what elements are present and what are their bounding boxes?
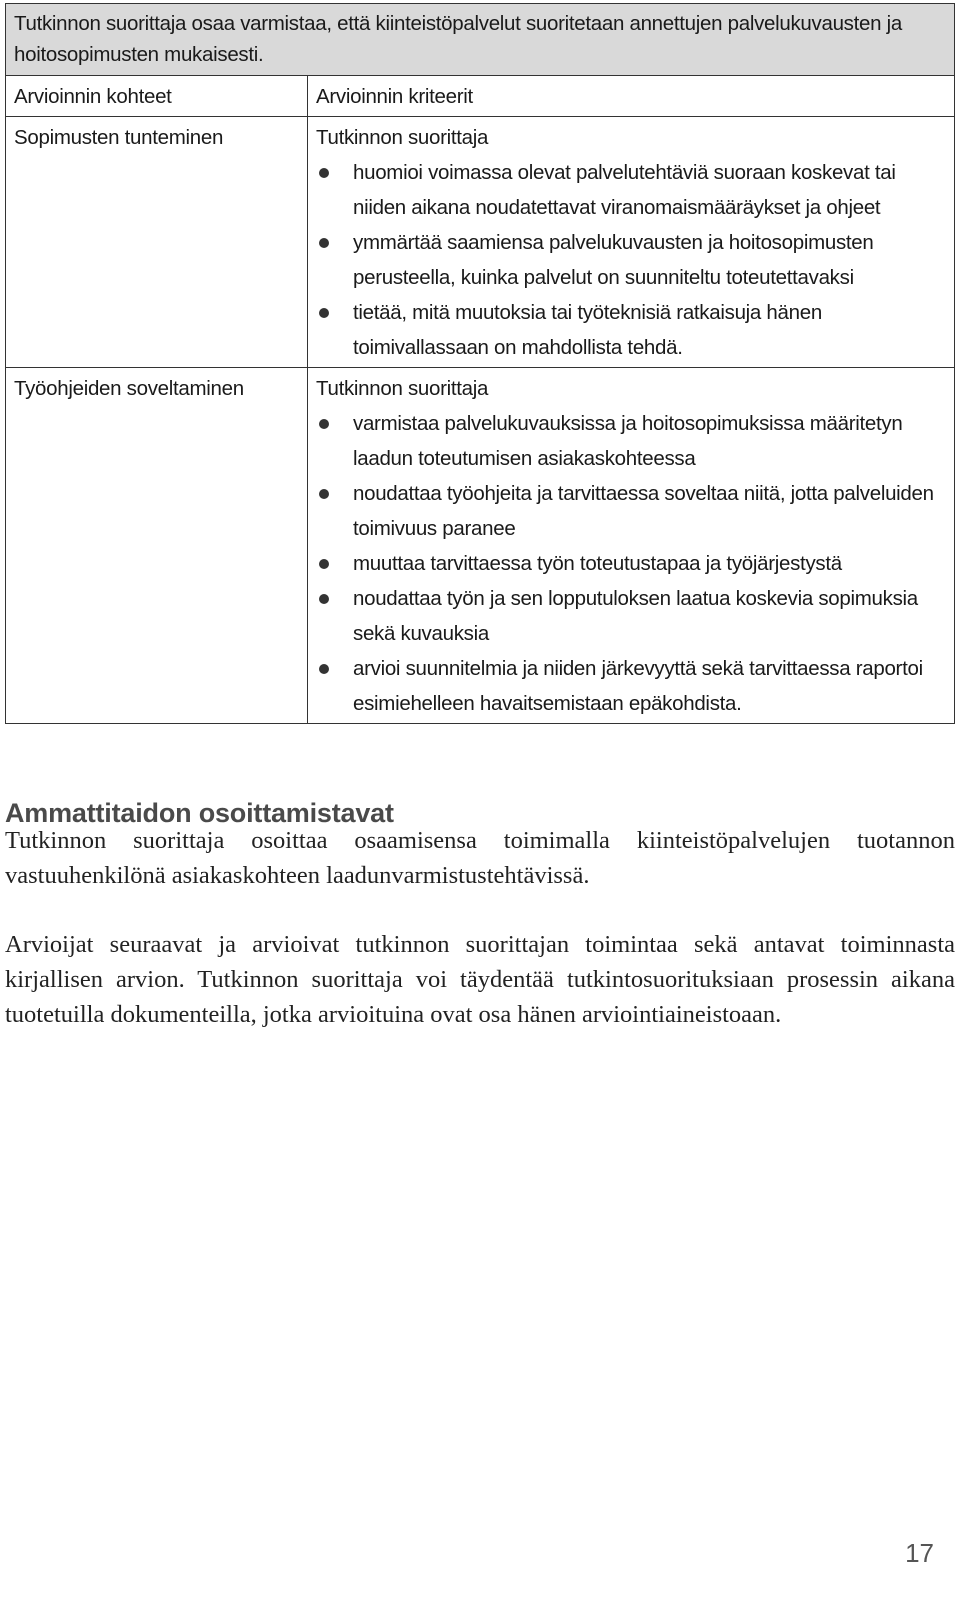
criteria-cell [308, 368, 954, 723]
list-item: noudattaa työn ja sen lopputuloksen laatua koskevia sopimuksia sekä kuvauksia [316, 581, 946, 651]
assessment-target: Työohjeiden soveltaminen [6, 368, 308, 723]
criteria-list [316, 406, 946, 721]
assessment-target: Sopimusten tunteminen [6, 117, 308, 367]
list-item: huomioi voimassa olevat palvelutehtäviä suoraan koskevat tai niiden aikana noudatettavat viranomaismääräykset ja ohjeet [316, 155, 946, 225]
section-heading: Ammattitaidon osoittamistavat [5, 798, 394, 828]
body-paragraph: Arvioijat seuraavat ja arvioivat tutkinnon suorittajan toimintaa sekä antavat toiminnasta kirjallisen arvion. Tutkinnon suorittaja voi täydentää tutkintosuorituksiaan prosessin aikana tuotetuilla dokumenteilla, jotka arvioituina ovat osa hänen arviointiaineistoaan. [5, 931, 955, 1028]
criteria-intro: Tutkinnon suorittaja [316, 377, 489, 400]
table-row [6, 117, 954, 368]
list-item: muuttaa tarvittaessa työn toteutustapaa ja työjärjestystä [316, 546, 946, 581]
criteria-intro: Tutkinnon suorittaja [316, 126, 489, 149]
table-row [6, 368, 954, 723]
table-header: Tutkinnon suorittaja osaa varmistaa, että kiinteistöpalvelut suoritetaan annettujen palvelukuvausten ja hoitosopimusten mukaisesti. [6, 4, 954, 76]
col-right-title: Arvioinnin kriteerit [316, 85, 473, 108]
list-item: arvioi suunnitelmia ja niiden järkevyyttä sekä tarvittaessa raportoi esimiehelleen havaitsemistaan epäkohdista. [316, 651, 946, 721]
criteria-list [316, 155, 946, 365]
criteria-cell [308, 117, 954, 367]
list-item: noudattaa työohjeita ja tarvittaessa soveltaa niitä, jotta palveluiden toimivuus paranee [316, 476, 946, 546]
col-left-title: Arvioinnin kohteet [6, 76, 308, 116]
page-number: 17 [905, 1538, 934, 1568]
list-item: varmistaa palvelukuvauksissa ja hoitosopimuksissa määritetyn laadun toteutumisen asiakaskohteessa [316, 406, 946, 476]
assessment-table [5, 3, 955, 724]
list-item: tietää, mitä muutoksia tai työteknisiä ratkaisuja hänen toimivallassaan on mahdollista tehdä. [316, 295, 946, 365]
list-item: ymmärtää saamiensa palvelukuvausten ja hoitosopimusten perusteella, kuinka palvelut on suunniteltu toteutettavaksi [316, 225, 946, 295]
body-paragraph: Tutkinnon suorittaja osoittaa osaamisensa toimimalla kiinteistöpalvelujen tuotannon vastuuhenkilönä asiakaskohteen laadunvarmistustehtävissä. [5, 827, 955, 889]
column-titles-row [6, 76, 954, 117]
